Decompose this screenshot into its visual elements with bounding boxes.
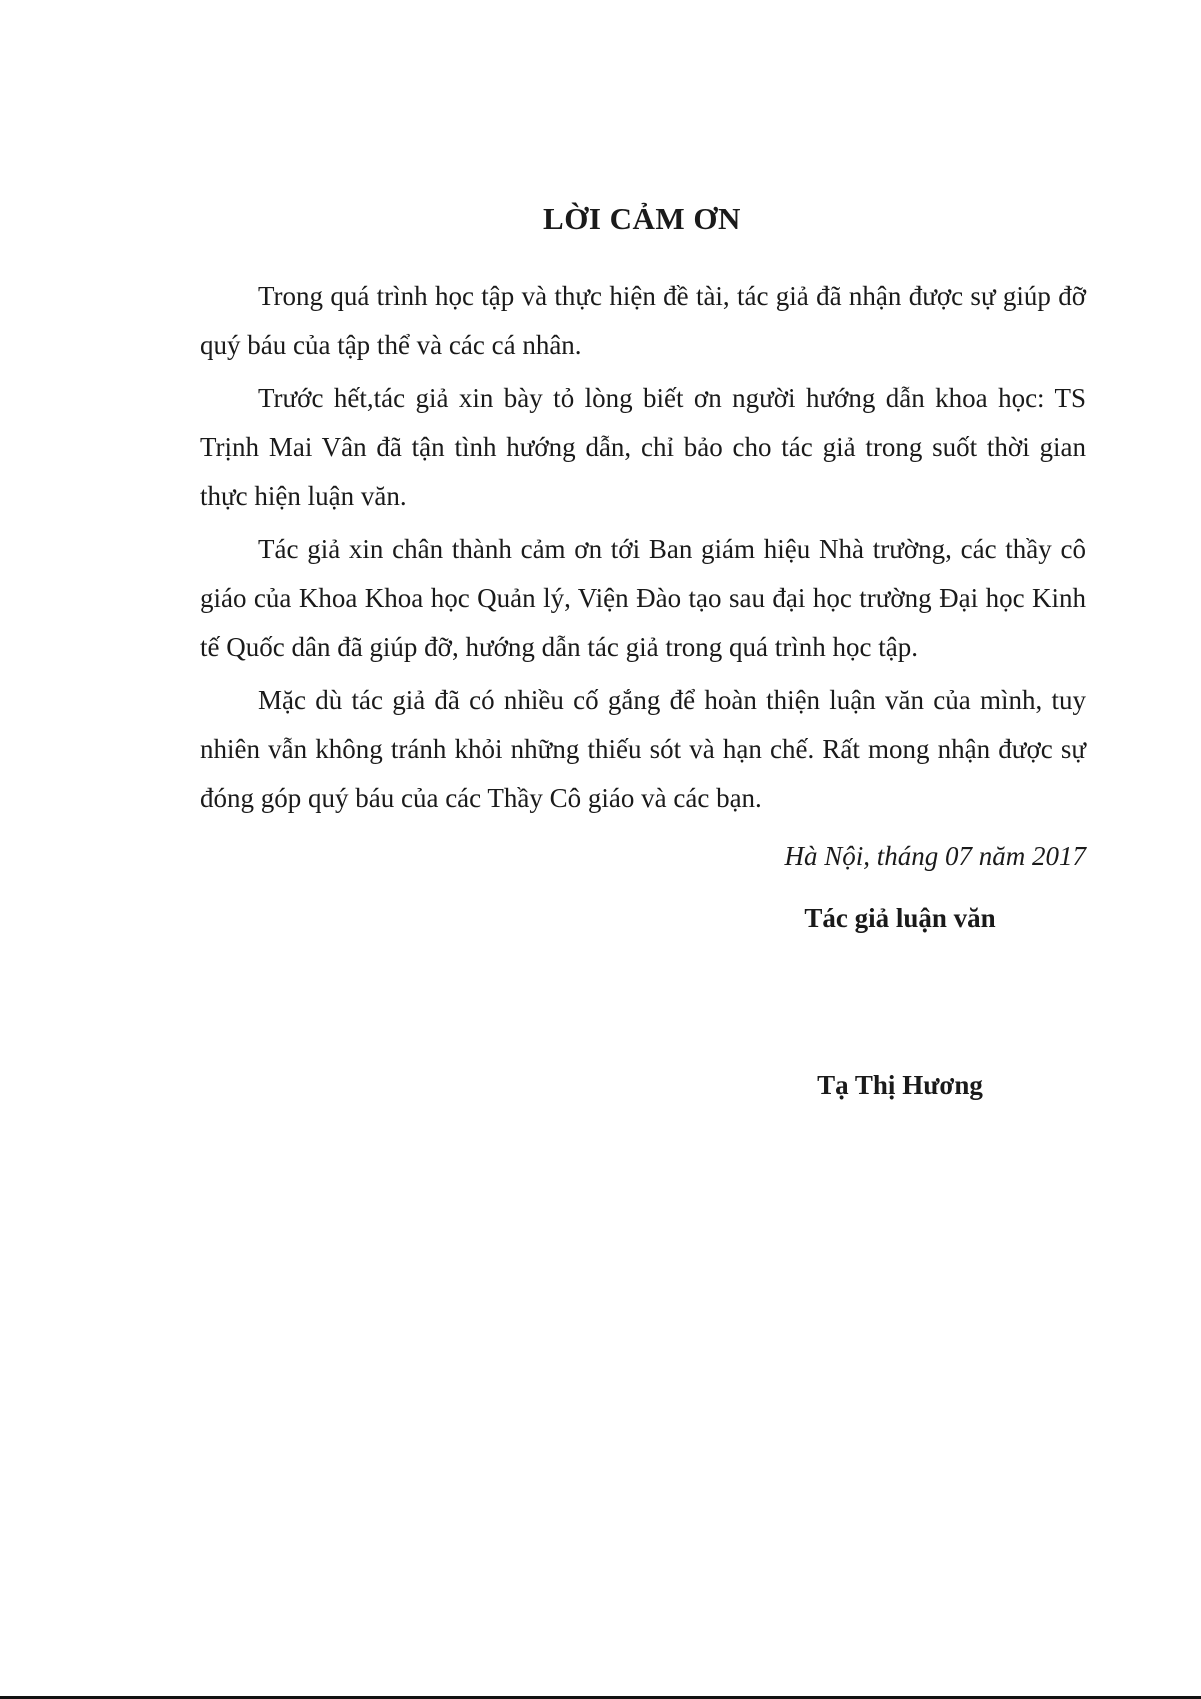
page-title: LỜI CẢM ƠN bbox=[543, 201, 741, 236]
author-label: Tác giả luận văn bbox=[804, 903, 996, 933]
paragraph: Tác giả xin chân thành cảm ơn tới Ban giám hiệu Nhà trường, các thầy cô giáo của Khoa Khoa học Quản lý, Viện Đào tạo sau đại học trường Đại học Kinh tế Quốc dân đã giúp đỡ, hướng dẫn tác giả trong quá trình học tập. bbox=[200, 534, 1086, 662]
acknowledgement-body bbox=[200, 272, 1086, 827]
paragraph: Mặc dù tác giả đã có nhiều cố gắng để hoàn thiện luận văn của mình, tuy nhiên vẫn không tránh khỏi những thiếu sót và hạn chế. Rất mong nhận được sự đóng góp quý báu của các Thầy Cô giáo và các bạn. bbox=[200, 685, 1086, 813]
date-line: Hà Nội, tháng 07 năm 2017 bbox=[784, 841, 1086, 871]
author-name: Tạ Thị Hương bbox=[817, 1070, 983, 1100]
paragraph: Trước hết,tác giả xin bày tỏ lòng biết ơn người hướng dẫn khoa học: TS Trịnh Mai Vân đã tận tình hướng dẫn, chỉ bảo cho tác giả trong suốt thời gian thực hiện luận văn. bbox=[200, 383, 1086, 511]
paragraph: Trong quá trình học tập và thực hiện đề tài, tác giả đã nhận được sự giúp đỡ quý báu của tập thể và các cá nhân. bbox=[200, 281, 1086, 360]
